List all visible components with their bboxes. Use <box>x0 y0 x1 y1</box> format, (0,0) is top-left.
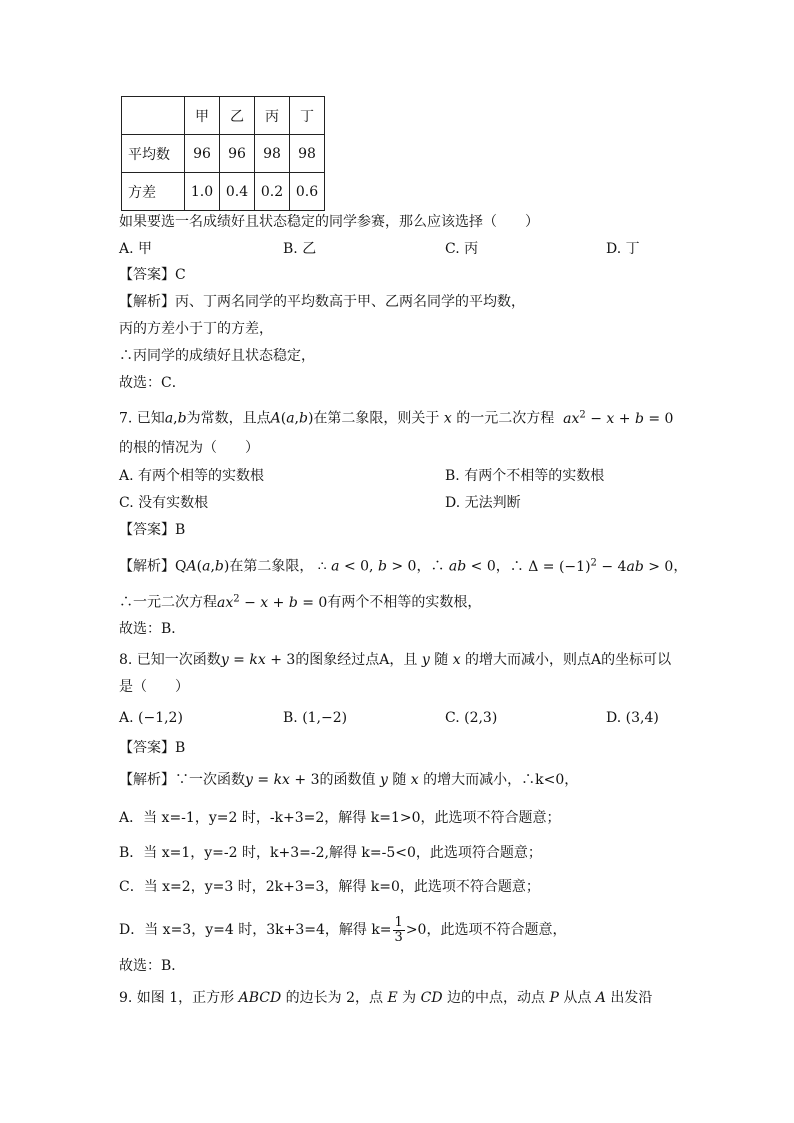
q8-stem-part: 的图象经过点A，且 <box>295 652 418 668</box>
q8-answer: 【答案】B <box>119 740 186 756</box>
q6-analysis-line: 丙的方差小于丁的方差， <box>119 321 273 337</box>
q9-math-cd: CD <box>416 990 447 1006</box>
q8-case-d-part: D．当 x=3，y=4 时，3k+3=4，解得 k= <box>119 922 392 938</box>
table-row-label: 平均数 <box>122 135 185 173</box>
q6-stem: 如果要选一名成绩好且状态稳定的同学参赛，那么应该选择（ ） <box>119 214 539 230</box>
q8-stem-part: 8. 已知一次函数 <box>119 652 221 668</box>
q7-option-b: B. 有两个不相等的实数根 <box>445 468 605 484</box>
q8-fraction-numerator: 1 <box>394 914 403 930</box>
q8-case-d-part: >0，此选项不符合题意， <box>405 922 567 938</box>
table-corner-cell <box>122 97 185 135</box>
q9-stem-part: 边的中点，动点 <box>447 990 545 1006</box>
q7-math-point: A <box>186 558 197 575</box>
q7-answer: 【答案】B <box>119 522 186 538</box>
q8-stem-part: 随 <box>434 652 449 668</box>
q8-math-y: y <box>417 652 435 668</box>
q9-stem-part: 出发沿 <box>610 990 653 1006</box>
q9-stem-part: 为 <box>402 990 417 1006</box>
table-cell: 96 <box>185 135 220 173</box>
q9-stem-part: 的边长为 2，点 <box>285 990 384 1006</box>
q8-option-c: C. (2,3) <box>445 710 498 726</box>
q8-math-function: y = kx + 3 <box>245 772 320 788</box>
table-cell: 1.0 <box>185 173 220 211</box>
q8-stem-line-2: 是（ ） <box>119 679 189 695</box>
table-cell: 0.4 <box>220 173 255 211</box>
q8-analysis-part: 的函数值 <box>319 772 376 788</box>
table-cell: 0.2 <box>255 173 290 211</box>
table-cell: 96 <box>220 135 255 173</box>
q9-math-e: E <box>383 990 403 1006</box>
q9-stem-line-1 <box>119 988 652 1008</box>
q8-case-d <box>119 912 566 948</box>
q8-fraction-denominator: 3 <box>394 929 403 945</box>
q7-option-a: A. 有两个相等的实数根 <box>119 468 265 484</box>
q8-analysis-part: 随 <box>392 772 407 788</box>
q8-stem-line-1 <box>119 650 671 670</box>
q7-analysis-line-2 <box>119 589 481 613</box>
q7-math-x: x <box>439 410 457 427</box>
q7-math-product: ∴ ab < 0 <box>430 558 496 575</box>
q9-stem-part: 9. 如图 1，正方形 <box>119 990 235 1006</box>
q7-analysis-part: 【解析】Q <box>119 558 187 575</box>
q8-analysis-part: 的增大而减小，∴k<0， <box>423 772 579 788</box>
q7-analysis-part: ∴一元二次方程 <box>119 594 217 611</box>
q6-option-c: C. 丙 <box>445 241 479 257</box>
table-header-row <box>122 97 325 135</box>
table-cell: 98 <box>255 135 290 173</box>
q8-analysis-line-1 <box>119 770 578 790</box>
q6-option-a: A. 甲 <box>119 241 153 257</box>
q7-stem-line-1: 7. 已知a,b为常数，且点A(a,b)在第二象限，则关于 x 的一元二次方程 $ax^2 - x + b = 0$ <box>119 409 674 427</box>
q7-math-equation: $ax^2 - x + b = 0$ <box>217 593 328 611</box>
q6-analysis-line: 故选：C． <box>119 375 186 391</box>
q8-stem-part: 的增大而减小，则点A的坐标可以 <box>465 652 672 668</box>
q7-option-d: D. 无法判断 <box>445 495 521 511</box>
q9-stem-part: 从点 <box>563 990 592 1006</box>
q8-case-c: C．当 x=2，y=3 时，2k+3=3，解得 k=0，此选项不符合题意； <box>119 879 540 895</box>
q9-math-a: A <box>591 990 611 1006</box>
q8-math-x: x <box>448 652 466 668</box>
q7-stem-part: 7. 已知 <box>119 410 165 427</box>
q7-math-signs: ∴ a < 0, b > 0 <box>317 558 417 575</box>
q8-conclusion: 故选：B． <box>119 958 186 974</box>
q6-analysis-line: 【解析】丙、丁两名同学的平均数高于甲、乙两名同学的平均数， <box>119 294 525 310</box>
q8-fraction <box>393 916 405 945</box>
q8-option-b: B. (1,−2) <box>283 710 348 726</box>
q6-option-d: D. 丁 <box>606 241 640 257</box>
q6-answer: 【答案】C <box>119 267 186 283</box>
q7-stem-part: 的一元二次方程 <box>456 410 555 427</box>
q8-option-d: D. (3,4) <box>606 710 659 726</box>
q7-stem-line-2: 的根的情况为（ ） <box>119 440 259 456</box>
table-header-cell: 甲 <box>185 97 220 135</box>
q7-stem-part: 在第二象限，则关于 <box>313 410 440 427</box>
table-header-cell: 丙 <box>255 97 290 135</box>
table-row <box>122 173 325 211</box>
q8-case-a: A．当 x=-1，y=2 时，-k+3=2，解得 k=1>0，此选项不符合题意； <box>119 810 561 826</box>
q7-conclusion: 故选：B． <box>119 621 186 637</box>
table-cell: 98 <box>290 135 325 173</box>
q8-math-y: y <box>375 772 393 788</box>
q7-option-c: C. 没有实数根 <box>119 495 209 511</box>
q8-analysis-part: 【解析】∵一次函数 <box>119 772 245 788</box>
q6-analysis-line: ∴丙同学的成绩好且状态稳定， <box>119 348 315 364</box>
q7-math-point: A <box>270 410 281 427</box>
q7-analysis-part: 有两个不相等的实数根， <box>327 594 482 611</box>
q8-case-b: B．当 x=1，y=-2 时，k+3=-2,解得 k=-5<0，此选项符合题意； <box>119 845 542 861</box>
q9-math-abcd: ABCD <box>234 990 286 1006</box>
q7-analysis-part: 在第二象限， <box>229 558 314 575</box>
table-header-cell: 丁 <box>290 97 325 135</box>
q8-option-a: A. (−1,2) <box>119 710 183 726</box>
q8-math-x: x <box>406 772 424 788</box>
table-row <box>122 135 325 173</box>
q9-math-p: P <box>545 990 564 1006</box>
q8-math-function: y = kx + 3 <box>220 652 296 668</box>
q7-stem-part: 为常数，且点 <box>186 410 271 427</box>
scores-table <box>121 96 325 211</box>
q7-math-equation: $ax^2 - x + b = 0$ <box>554 409 674 427</box>
q7-math-ab: a <box>164 410 174 427</box>
table-row-label: 方差 <box>122 173 185 211</box>
q7-analysis-line-1: 【解析】QA(a,b)在第二象限， ∴ a < 0, b > 0，∴ ab < 0，∴ $\Delta = (-1)^2 - 4ab > 0$， <box>119 557 688 575</box>
table-header-cell: 乙 <box>220 97 255 135</box>
q7-math-discriminant: ∴ $\Delta = (-1)^2 - 4ab > 0$ <box>509 557 674 575</box>
table-cell: 0.6 <box>290 173 325 211</box>
q6-option-b: B. 乙 <box>283 241 317 257</box>
